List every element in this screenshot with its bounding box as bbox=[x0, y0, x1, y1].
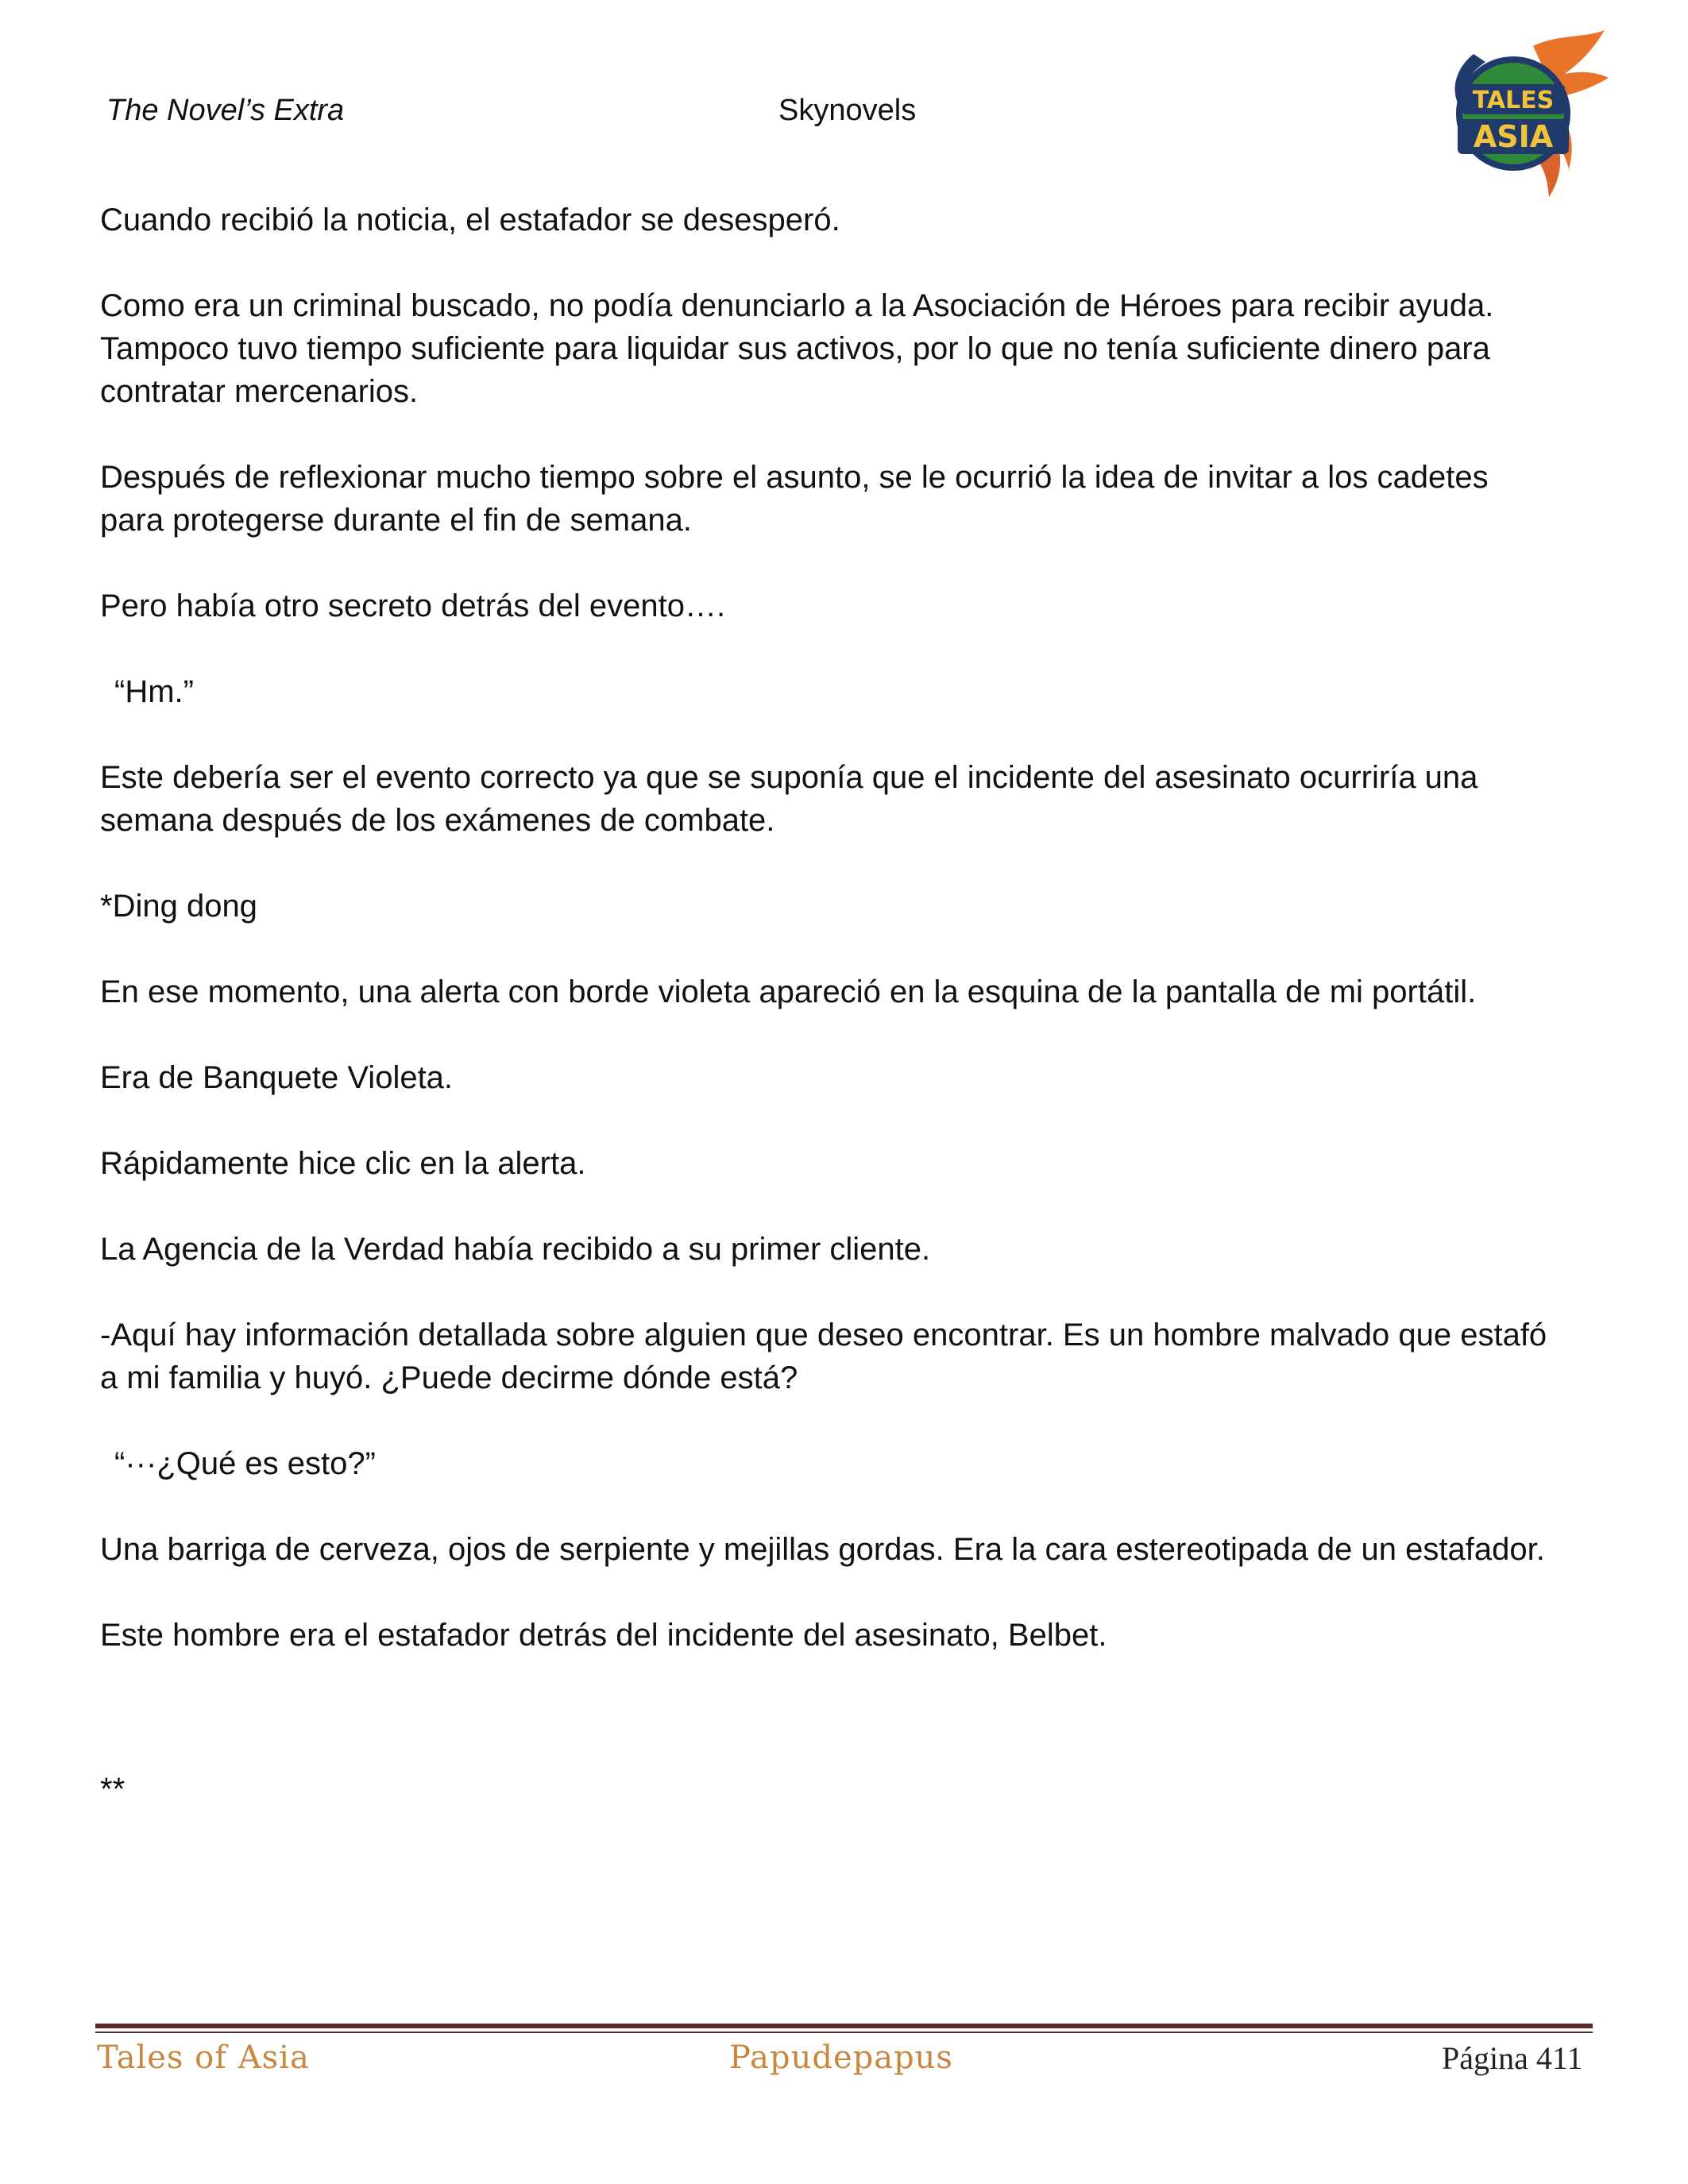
paragraph: -Aquí hay información detallada sobre alguien que deseo encontrar. Es un hombre malvado que estafó a mi familia y huyó. ¿Puede decirme dónde está? bbox=[100, 1318, 1556, 1395]
page-footer bbox=[0, 2039, 1688, 2087]
paragraph: La Agencia de la Verdad había recibido a su primer cliente. bbox=[100, 1232, 931, 1267]
dialogue-line: “···¿Qué es esto?” bbox=[114, 1446, 376, 1481]
paragraph: Era de Banquete Violeta. bbox=[100, 1060, 454, 1095]
paragraph: Pero había otro secreto detrás del evento…. bbox=[100, 588, 726, 623]
paragraph: Rápidamente hice clic en la alerta. bbox=[100, 1146, 586, 1181]
page-header bbox=[0, 94, 1688, 141]
chapter-body bbox=[100, 199, 1554, 1854]
page-number: Página 411 bbox=[1442, 2040, 1583, 2076]
logo-text-bottom: ASIA bbox=[1473, 119, 1554, 154]
header-site-name: Skynovels bbox=[778, 94, 917, 127]
paragraph: En ese momento, una alerta con borde violeta apareció en la esquina de la pantalla de mi portátil. bbox=[100, 974, 1477, 1009]
paragraph: *Ding dong bbox=[100, 889, 257, 924]
paragraph: Como era un criminal buscado, no podía denunciarlo a la Asociación de Héroes para recibir ayuda. Tampoco tuvo tiempo suficiente para liquidar sus activos, por lo que no tenía suficiente dinero para contratar mercenarios. bbox=[100, 288, 1502, 409]
section-break: ** bbox=[100, 1772, 126, 1807]
paragraph: Cuando recibió la noticia, el estafador se desesperó. bbox=[100, 203, 840, 237]
paragraph: Este debería ser el evento correcto ya que se suponía que el incidente del asesinato ocurriría una semana después de los exámenes de combate. bbox=[100, 760, 1487, 838]
dialogue-line: “Hm.” bbox=[114, 674, 194, 709]
logo-text-top: TALES bbox=[1472, 87, 1555, 114]
footer-divider bbox=[95, 2024, 1593, 2028]
paragraph: Después de reflexionar mucho tiempo sobre el asunto, se le ocurrió la idea de invitar a los cadetes para protegerse durante el fin de semana. bbox=[100, 460, 1497, 538]
paragraph: Una barriga de cerveza, ojos de serpiente y mejillas gordas. Era la cara estereotipada de un estafador. bbox=[100, 1532, 1545, 1567]
paragraph: Este hombre era el estafador detrás del incidente del asesinato, Belbet. bbox=[100, 1618, 1107, 1653]
footer-divider-thin bbox=[95, 2032, 1593, 2033]
header-book-title: The Novel’s Extra bbox=[106, 94, 345, 127]
footer-publisher: Tales of Asia bbox=[97, 2039, 310, 2076]
tales-of-asia-logo-icon bbox=[1438, 30, 1613, 201]
footer-translator: Papudepapus bbox=[729, 2039, 953, 2076]
